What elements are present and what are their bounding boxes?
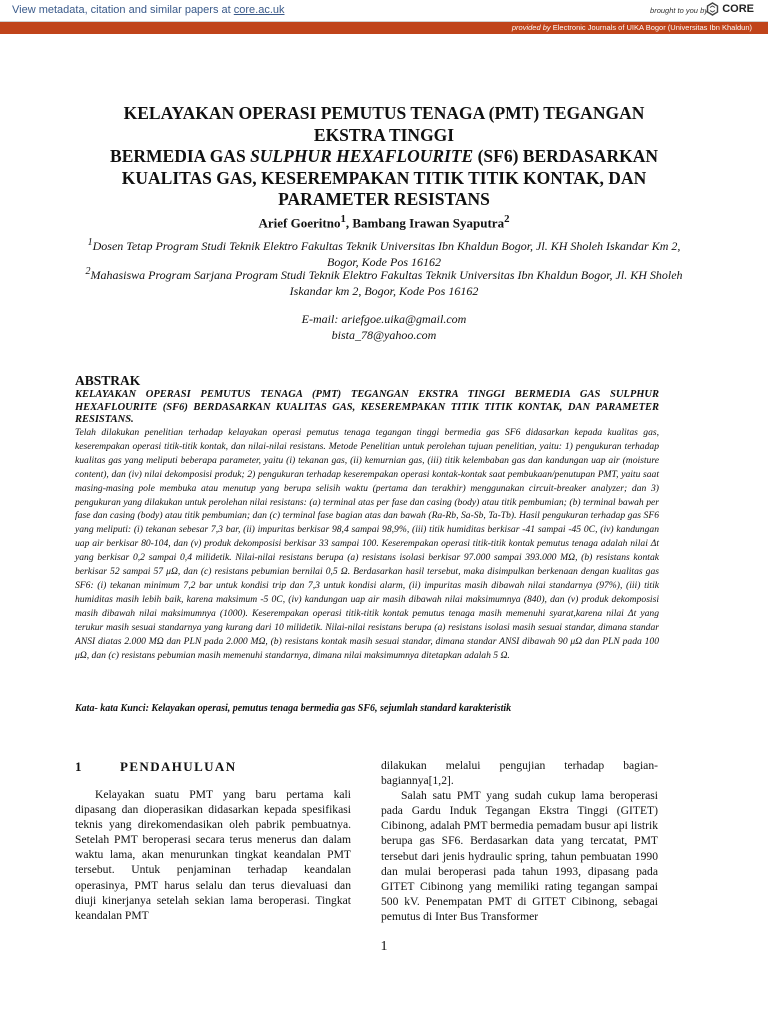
abstract-heading: ABSTRAK [75, 373, 141, 388]
author-2: , Bambang Irawan Syaputra [345, 215, 505, 231]
left-column [75, 787, 351, 923]
provided-by-text [512, 23, 752, 32]
title-line-4: KUALITAS GAS, KESEREMPAKAN TITIK TITIK KONTAK, DAN [121, 167, 647, 188]
affiliation-2-text: Mahasiswa Program Sarjana Program Studi Teknik Elektro Fakultas Teknik Universitas Ibn Khaldun Bogor, Jl. KH Sholeh Iskandar km 2, Bogor, Kode Pos 16162 [90, 268, 683, 298]
author-list [70, 213, 698, 231]
core-banner-bottom-row [0, 22, 768, 34]
intro-continuation: dilakukan melalui pengujian terhadap bagian-bagiannya[1,2]. [381, 759, 658, 788]
author-1: Arief Goeritno [258, 215, 341, 231]
email-2: bista_78@yahoo.com [331, 328, 437, 342]
title-line-3-italic: SULPHUR HEXAFLOURITE [250, 146, 474, 166]
affiliation-2-sup: 2 [85, 266, 91, 277]
provided-by-label: provided by [511, 23, 551, 32]
affiliation-1-sup: 1 [87, 237, 93, 248]
paper-title [70, 103, 698, 211]
core-banner-top-row [0, 0, 768, 22]
brought-by-label: brought to you by [650, 6, 708, 15]
author-1-sup: 1 [340, 213, 346, 225]
intro-paragraph-1: Kelayakan suatu PMT yang baru pertama kali dipasang dan dioperasikan didasarkan kepada spesifikasi teknis yang direkomendasikan oleh pabrik pembuatnya. Setelah PMT beroperasi secara terus menerus dan dalam waktu lama, akan menurunkan tingkat keandalan PMT tersebut. Untuk penjaminan terhadap keandalan operasinya, PMT harus selalu dan terus dievaluasi dan diuji kinerjanya setelah sekian lama beroperasi. Tingkat keandalan PMT [75, 788, 351, 922]
keywords: Kata- kata Kunci: Kelayakan operasi, pemutus tenaga bermedia gas SF6, sejumlah standard karakteristik [75, 703, 512, 714]
title-line-3a: BERMEDIA GAS [110, 146, 251, 166]
title-line-5: PARAMETER RESISTANS [278, 189, 490, 209]
core-banner [0, 0, 768, 34]
page-number: 1 [380, 939, 388, 954]
section-number: 1 [75, 759, 83, 774]
abstract-body: Telah dilakukan penelitian terhadap kelayakan operasi pemutus tenaga tegangan tinggi bermedia gas SF6 didasarkan kepada kualitas gas, keserempakan operasi titik-titik kontak, dan nilai-nilai resistans. Metode Penelitian untuk perolehan tujuan penelitian, yaitu: 1) pengukuran terhadap kualitas gas yang meliputi beberapa parameter, yaitu (i) tekanan gas, (ii) kemurnian gas, (iii) titik kelembaban gas dan kandungan uap air (moisture content), dan (iv) nilai dekomposisi produk; 2) pengukuran terhadap keserempakan operasi kontak-kontak saat pembukaan/penutupan PMT, yaitu saat masing-masing pole membuka atau menutup yang berupa selisih waktu (pertama dan terakhir) menggunakan circuit-breaker analyzer; dan 3) pengukuran yang dilakukan untuk perolehan nilai resistans: (a) terminal atas per fase dan casing (body) atau titik pembumian; (b) terminal bawah per fase dan casing (body) atau titik pembumian; dan (c) terminal fase bagian atas dan bawah (Ra-Rb, Sa-Sb, Ta-Tb). Hasil pengukuran terhadap gas SF6 yang meliputi: (i) tekanan sebesar 7,3 bar, (ii) impuritas berkisar 98,4 sampai 98,9%, (iii) titik humiditas berkisar -41 sampai -45 0C, (iv) kandungan uap air berkisar 80-104, dan (v) produk dekomposisi berkisar 33 sampai 100. Keserempakan operasi titik-titik kontak pemutus tenaga adalah nilai Δt yang berkisar 0,2 sampai 0,4 milidetik. Nilai-nilai resistans berupa (a) resistans isolasi berkisar 97.000 sampai 393.000 MΩ, (b) resistans kontak berkisar 52 sampai 57 μΩ, dan (c) resistans pebumian bernilai 0,5 Ω. Berdasarkan hasil tersebut, maka disimpulkan berkenaan dengan kualitas gas SF6: (i) tekanan minimum 7,2 bar untuk kondisi trip dan 7,3 untuk kondisi alarm, (ii) impuritas masih dibawah nilai standarnya (97%), (iii) titik humiditas masih lebih baik, karena maksimum -5 0C, (iv) kandungan uap air masih dibawah nilai maksimumnya (840), dan (v) produk dekomposisi masih dibawah nilai maksimumnya (1000). Keserempakan operasi titik-titik kontak pemutus tenaga masih memenuhi syarat,karena nilai Δt yang terukur masih sesuai standarnya yang kurang dari 10 milidetik. Nilai-nilai resistans berupa (a) resistans isolasi masih sesuai standar, dimana standar ANSI diatas 2.000 MΩ dan PLN pada 2.000 MΩ, (b) resistans kontak masih sesuai standar, dimana standar ANSI dibawah 90 μΩ dan PLN pada 100 μΩ, dan (c) resistans pebumian masih memenuhi standarnya, dimana nilai maksimumnya ditetapkan adalah 5 Ω. [75, 427, 659, 661]
affiliation-2 [72, 264, 696, 299]
intro-paragraph-2: Salah satu PMT yang sudah cukup lama beroperasi pada Gardu Induk Tegangan Ekstra Tinggi (GITET) Cibinong, adalah PMT bermedia pemadam busur api listrik berupa gas SF6. Berdasarkan data yang tercatat, PMT tersebut dari jenis hydraulic spring, tahun pembuatan 1990 dan mulai beroperasi pada tahun 1993, dipasang pada GITET Cibinong yang memiliki rating tegangan sampai 500 kV. Penempatan PMT di GITET Cibinong, sebagai pemutus di Inter Bus Transformer [381, 789, 658, 923]
title-line-1: KELAYAKAN OPERASI PEMUTUS TENAGA (PMT) TEGANGAN [123, 103, 645, 123]
core-logo-label: CORE [722, 3, 754, 15]
core-logo-icon [706, 2, 719, 16]
abstract-title: KELAYAKAN OPERASI PEMUTUS TENAGA (PMT) TEGANGAN EKSTRA TINGGI BERMEDIA GAS SULPHUR HEXAFLOURITE (SF6) BERDASARKAN KUALITAS GAS, KESEREMPAKAN TITIK TITIK KONTAK, DAN PARAMETER RESISTANS. [75, 389, 659, 425]
title-line-2: EKSTRA TINGGI [313, 124, 455, 145]
author-2-sup: 2 [504, 213, 510, 225]
section-title: PENDAHULUAN [120, 759, 237, 774]
core-link[interactable]: core.ac.uk [233, 4, 285, 16]
affiliation-1-text: Dosen Tetap Program Studi Teknik Elektro Fakultas Teknik Universitas Ibn Khaldun Bogor, Jl. KH Sholeh Iskandar Km 2, Bogor, Kode Pos 16162 [92, 239, 681, 269]
right-column [381, 758, 658, 924]
email-block [70, 311, 698, 343]
metadata-label: View metadata, citation and similar papers at [12, 4, 231, 16]
metadata-text [12, 4, 285, 16]
provided-source[interactable]: Electronic Journals of UIKA Bogor (Universitas Ibn Khaldun) [552, 23, 752, 32]
section-heading [75, 759, 237, 775]
title-line-3b: (SF6) BERDASARKAN [473, 146, 658, 166]
email-1: E-mail: ariefgoe.uika@gmail.com [301, 312, 467, 326]
core-logo[interactable] [706, 2, 754, 16]
